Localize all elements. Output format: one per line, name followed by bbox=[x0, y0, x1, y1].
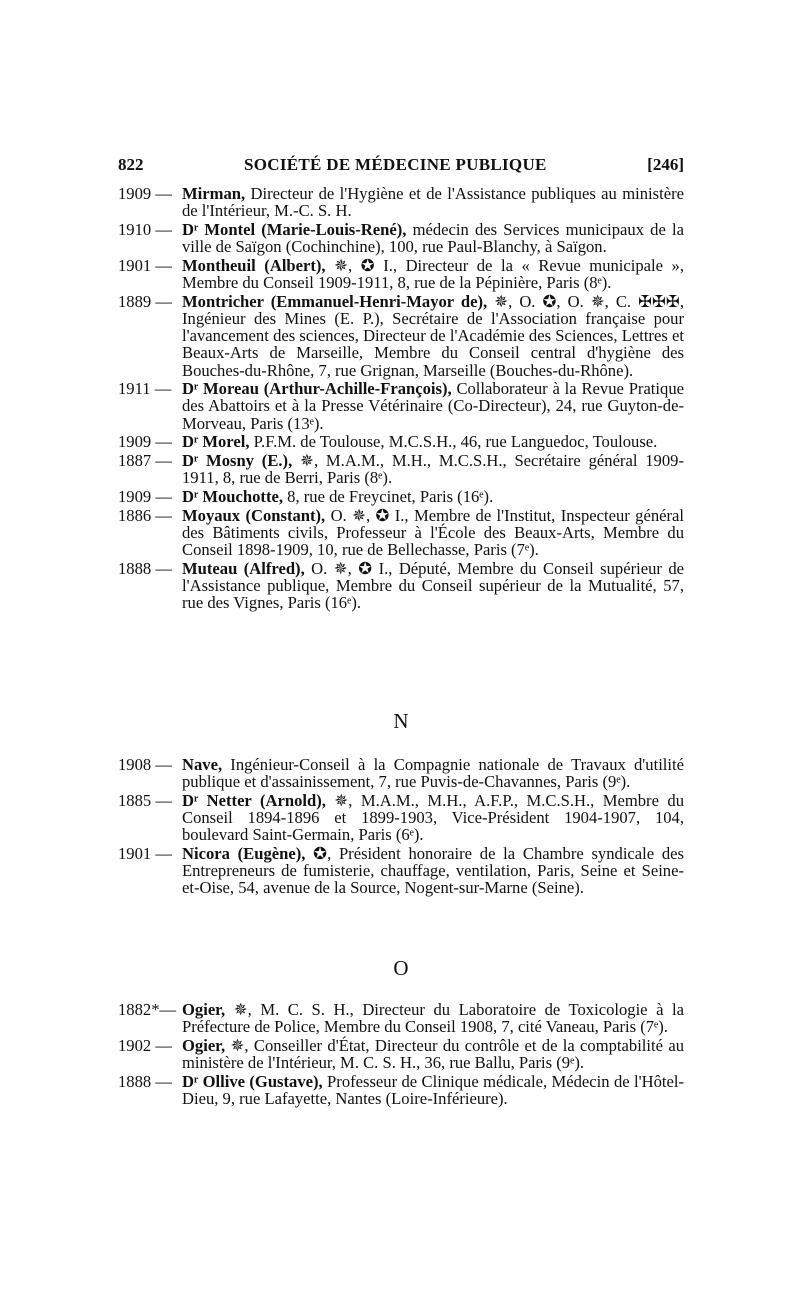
entry-name: Dʳ Netter (Arnold), bbox=[182, 790, 326, 810]
entry-name: Ogier, bbox=[182, 1000, 226, 1019]
entry-year: 1902 — bbox=[118, 1035, 172, 1055]
entry-body bbox=[182, 257, 684, 291]
entry-text: ✵, ✪ I., Directeur de la « Revue municipale », Membre du Conseil 1909-1911, 8, rue de la Pépinière, Paris (8ᵉ). bbox=[182, 255, 685, 293]
entry-body bbox=[182, 756, 684, 790]
entry-text: Professeur de Clinique médicale, Médecin de l'Hôtel-Dieu, 9, rue Lafayette, Nantes (Loire-Inférieure). bbox=[182, 1071, 684, 1109]
entry-text: ✪, Président honoraire de la Chambre syndicale des Entrepreneurs de fumisterie, chauffage, ventilation, Paris, Seine et Seine-et-Oise, 54, avenue de la Source, Nogent-sur-Marne (Seine). bbox=[182, 844, 684, 898]
entry-year: 1910 — bbox=[118, 219, 172, 239]
member-entry bbox=[118, 792, 684, 844]
entry-text: 8, rue de Freycinet, Paris (16ᵉ). bbox=[283, 486, 494, 506]
member-entry bbox=[118, 507, 684, 559]
member-entry bbox=[118, 452, 684, 486]
entry-year: 1901 — bbox=[118, 255, 172, 275]
entry-body bbox=[182, 488, 684, 505]
entry-body bbox=[182, 433, 684, 450]
entry-name: Dʳ Moreau (Arthur-Achille-François), bbox=[182, 379, 452, 399]
member-entry bbox=[118, 293, 684, 379]
member-entry bbox=[118, 560, 684, 612]
entry-body bbox=[182, 845, 684, 897]
entry-name: Montricher (Emmanuel-Henri-Mayor de), bbox=[182, 291, 488, 311]
page-number: 822 bbox=[118, 155, 144, 174]
section-o bbox=[118, 1001, 684, 1109]
member-entry bbox=[118, 380, 684, 432]
letter-heading-o: O bbox=[393, 956, 409, 980]
entry-year: 1909 — bbox=[118, 184, 172, 203]
entry-year: 1885 — bbox=[118, 790, 172, 810]
entry-body bbox=[182, 1037, 684, 1071]
entry-name: Dʳ Montel (Marie-Louis-René), bbox=[182, 219, 407, 239]
page-header bbox=[118, 155, 684, 175]
entry-year: 1908 — bbox=[118, 755, 172, 774]
entry-body bbox=[182, 380, 684, 432]
member-entry bbox=[118, 488, 684, 505]
member-entry bbox=[118, 1001, 684, 1035]
entry-year: 1911 — bbox=[118, 379, 172, 399]
entry-name: Dʳ Morel, bbox=[182, 432, 250, 452]
entry-body bbox=[182, 792, 684, 844]
member-entry bbox=[118, 257, 684, 291]
entry-body bbox=[182, 221, 684, 255]
entry-body bbox=[182, 293, 684, 379]
entry-year: 1901 — bbox=[118, 844, 172, 864]
entry-name: Dʳ Mosny (E.), bbox=[182, 451, 293, 471]
entry-year: 1887 — bbox=[118, 451, 172, 471]
entry-text: ✵, Conseiller d'État, Directeur du contrôle et de la comptabilité au ministère de l'Intérieur, M. C. S. H., 36, rue Ballu, Paris (9ᵉ). bbox=[182, 1035, 684, 1073]
entry-year: 1889 — bbox=[118, 291, 172, 311]
entry-name: Moyaux (Constant), bbox=[182, 505, 326, 525]
entry-name: Nave, bbox=[182, 755, 223, 774]
entry-body bbox=[182, 452, 684, 486]
entry-text: médecin des Services municipaux de la ville de Saïgon (Cochinchine), 100, rue Paul-Blanchy, à Saïgon. bbox=[182, 219, 684, 257]
member-entry bbox=[118, 845, 684, 897]
entry-name: Dʳ Mouchotte, bbox=[182, 486, 283, 506]
entry-year: 1886 — bbox=[118, 505, 172, 525]
member-entry bbox=[118, 1037, 684, 1071]
member-entry bbox=[118, 221, 684, 255]
running-title: SOCIÉTÉ DE MÉDECINE PUBLIQUE bbox=[244, 155, 547, 174]
entry-year: 1909 — bbox=[118, 486, 172, 506]
member-entry bbox=[118, 1073, 684, 1107]
entry-name: Montheuil (Albert), bbox=[182, 255, 326, 275]
entry-body bbox=[182, 560, 684, 612]
section-n bbox=[118, 756, 684, 898]
member-entry bbox=[118, 756, 684, 790]
letter-heading-n: N bbox=[393, 709, 409, 733]
entry-name: Ogier, bbox=[182, 1035, 226, 1055]
entry-text: Collaborateur à la Revue Pratique des Abattoirs et à la Presse Vétérinaire (Co-Directeur), 24, rue Guyton-de-Morveau, Paris (13ᵉ). bbox=[182, 379, 684, 433]
entry-year: 1888 — bbox=[118, 558, 172, 578]
entry-text: O. ✵, ✪ I., Membre de l'Institut, Inspecteur général des Bâtiments civils, Professeur à l'École des Beaux-Arts, Membre du Conseil 1898-1909, 10, rue de Bellechasse, Paris (7ᵉ). bbox=[182, 505, 684, 560]
entry-body bbox=[182, 1073, 684, 1107]
entry-text: Ingénieur-Conseil à la Compagnie nationale de Travaux d'utilité publique et d'assainissement, 7, rue Puvis-de-Chavannes, Paris (9ᵉ). bbox=[182, 755, 684, 792]
entry-year: 1909 — bbox=[118, 432, 172, 452]
entry-name: Muteau (Alfred), bbox=[182, 558, 305, 578]
entry-text: ✵, M.A.M., M.H., A.F.P., M.C.S.H., Membre du Conseil 1894-1896 et 1899-1903, Vice-Président 1904-1907, 104, boulevard Saint-Germain, Paris (6ᵉ). bbox=[182, 790, 684, 845]
entry-text: O. ✵, ✪ I., Député, Membre du Conseil supérieur de l'Assistance publique, Membre du Conseil supérieur de la Mutualité, 57, rue des Vignes, Paris (16ᵉ). bbox=[182, 558, 684, 613]
entry-year: 1882*— bbox=[118, 1000, 177, 1019]
bracket-number: [246] bbox=[647, 155, 684, 174]
member-entry bbox=[118, 185, 684, 219]
entry-body bbox=[182, 1001, 684, 1035]
entry-body bbox=[182, 507, 684, 559]
entry-name: Mirman, bbox=[182, 184, 246, 203]
entry-text: Directeur de l'Hygiène et de l'Assistance publiques au ministère de l'Intérieur, M.-C. S. H. bbox=[182, 184, 684, 221]
entry-text: P.F.M. de Toulouse, M.C.S.H., 46, rue Languedoc, Toulouse. bbox=[249, 432, 658, 452]
entry-text: ✵, O. ✪, O. ✵, C. ✠✠✠, Ingénieur des Mines (E. P.), Secrétaire de l'Association française pour l'avancement des sciences, Directeur de l'Académie des Sciences, Lettres et Beaux-Arts de Marseille, Membre du Conseil central d'hygiène des Bouches-du-Rhône, 7, rue Grignan, Marseille (Bouches-du-Rhône). bbox=[182, 291, 684, 380]
entry-text: ✵, M.A.M., M.H., M.C.S.H., Secrétaire général 1909-1911, 8, rue de Berri, Paris (8ᵉ). bbox=[182, 451, 684, 488]
member-entry bbox=[118, 433, 684, 450]
section-m bbox=[118, 185, 684, 613]
entry-year: 1888 — bbox=[118, 1071, 172, 1091]
entry-name: Dʳ Ollive (Gustave), bbox=[182, 1071, 323, 1091]
entry-body bbox=[182, 185, 684, 219]
entry-text: ✵, M. C. S. H., Directeur du Laboratoire de Toxicologie à la Préfecture de Police, Membre du Conseil 1908, 7, cité Vaneau, Paris (7ᵉ). bbox=[182, 1000, 684, 1037]
entry-name: Nicora (Eugène), bbox=[182, 844, 306, 864]
